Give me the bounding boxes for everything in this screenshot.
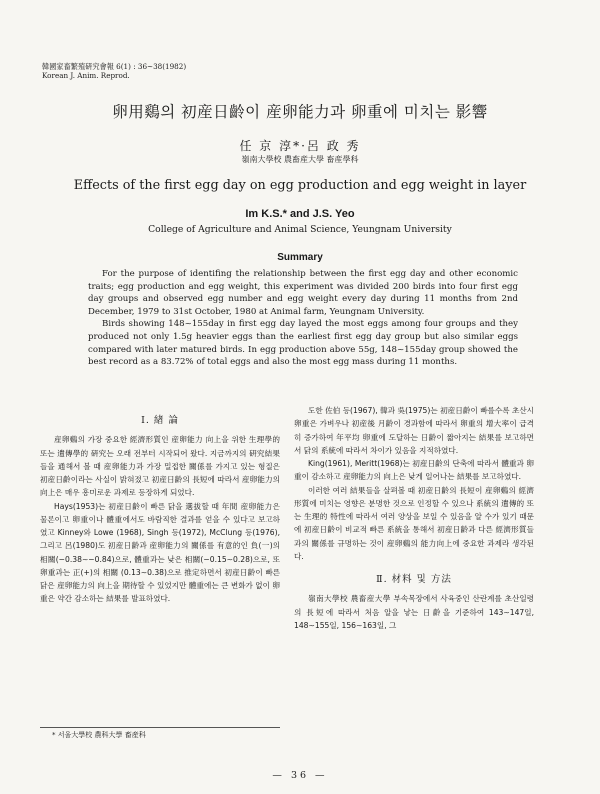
right-paragraph-1: 도한 佐伯 등(1967), 韓과 吳(1975)는 初産日齡이 빠를수록 초산시 卵重은 가벼우나 初産後 月齡이 경과함에 따라서 卵重의 增大率이 급격히 증가하여 年平均 卵重에 도달하는 日齡이 짧아지는 結果를 보고하면서 닭의 系統에 따라서 차이가 있음을 지적하였다. [294,406,534,455]
summary-heading: Summary [277,252,323,263]
section-2-paragraph-1: 嶺南大學校 農畜産大學 부속목장에서 사육중인 산란계를 초산일령의 長短에 따라서 처음 알을 낳는 日齡을 기준하여 143∼147일, 148∼155일, 156∼163일, 그 [294,594,534,630]
section-1-heading: Ⅰ. 緖 論 [141,415,179,426]
affiliation-korean: 嶺南大學校 農畜産大學 畜産學科 [241,155,359,164]
summary-paragraph-1: For the purpose of identifing the relationship between the first egg day and other economic traits; egg production and egg weight, this experiment was divided 200 birds into four first egg day groups and observed egg number and egg weight every day during 11 months from 2nd December, 1979 to 31st October, 1980 at Animal farm, Yeungnam University. [88,269,518,317]
right-paragraph-3: 이러한 여러 結果들을 살펴볼 때 初産日齡의 長短이 産卵鷄의 經濟形質에 미치는 영향은 분명한 것으로 인정할 수 있으나 系統의 遺傳的 또는 生理的 特性에 따라서 여러 양상을 보일 수 있음을 알 수가 있기 때문에 初産日齡이 비교적 빠른 系統을 통해서 初産日齡과 다른 經濟形質들과의 關係를 규명하는 것이 産卵鷄의 能力向上에 중요한 과제라 생각된다. [294,485,534,561]
journal-citation [42,62,186,80]
title-english: Effects of the first egg day on egg production and egg weight in layer [73,178,527,193]
title-korean: 卵用鷄의 初産日齡이 産卵能力과 卵重에 미치는 影響 [112,103,488,121]
authors-english: Im K.S.* and J.S. Yeo [245,208,355,220]
footnote-divider [40,727,280,728]
footnote: * 서울大學校 農科大學 畜産科 [52,731,146,739]
summary-paragraph-2: Birds showing 148~155day in first egg day layed the most eggs among four groups and they produced not only 1.5g heavier eggs than the earliest first egg day group but also similar eggs compared with later matured birds. In egg production above 55g, 148~155day group showed the best record as a 83.72% of total eggs and also the most egg mass during 11 months. [88,319,518,368]
section-1-paragraph-2: Hays(1953)는 初産日齡이 빠른 닭을 選拔할 때 年間 産卵能力은 물론이고 卵重이나 體重에서도 바람직한 결과를 얻을 수 있다고 보고하였고 Kinney와 Lowe (1968), Singh 등(1972), McClung 등(1976), 그리고 呂(1980)도 初産日齡과 産卵能力의 關係를 有意的인 負(一)의 相關(−0.38∼−0.84)으로, 體重과는 낮은 相關(−0.15∼0.28)으로, 또 卵重과는 正(+)의 相關 (0.13∼0.38)으로 推定하면서 初産日齡이 빠른 닭은 産卵能力의 向上을 期待할 수 있었지만 體重에는 큰 변화가 없이 卵重은 약간 감소하는 結果를 발표하였다. [40,501,280,604]
right-column [294,404,534,632]
page-number: — 36 — [272,770,328,781]
journal-line-2: Korean J. Anim. Reprod. [42,71,130,80]
section-2-heading: Ⅱ. 材料 및 方法 [376,574,452,585]
right-paragraph-2: King(1961), Meritt(1968)는 初産日齡의 단축에 따라서 體重과 卵重이 감소하고 産卵能力의 向上은 낮게 일어나는 結果를 보고하였다. [294,459,534,482]
left-column [40,406,280,606]
summary-body [88,268,518,369]
authors-korean: 任 京 淳*·呂 政 秀 [239,139,361,153]
affiliation-english: College of Agriculture and Animal Science, Yeungnam University [148,224,452,235]
section-1-paragraph-1: 産卵鷄의 가장 중요한 經濟形質인 産卵能力 向上을 위한 生理學的 또는 遺傳學的 硏究는 오래 전부터 시작되어 왔다. 지금까지의 硏究結果들을 通해서 볼 때 産卵能力과 가장 밀접한 關係를 가지고 있는 형질은 初産日齡이라는 사실이 밝혀졌고 初産日齡의 長短에 따라서 産卵能力의 向上은 매우 흥미로운 과제로 등장하게 되었다. [40,435,280,498]
journal-line-1: 韓國家畜繁殖硏究會報 6(1) : 36~38(1982) [42,62,187,71]
